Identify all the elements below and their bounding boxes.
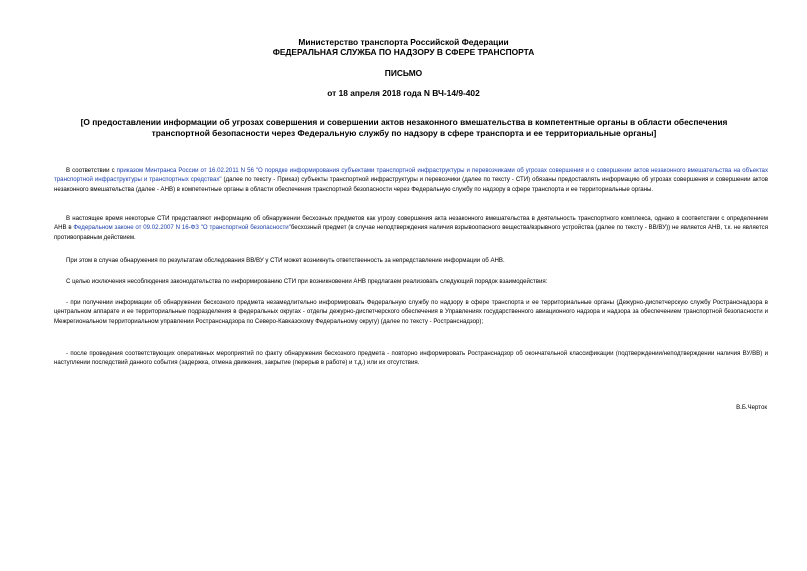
document-type: ПИСЬМО <box>384 68 423 78</box>
order-link[interactable]: приказом Минтранса России от 16.02.2011 N 56 "О порядке информирования субъектами транспортной инфраструктуры и перевозчиками об угрозах совершения и о совершении актов незаконного вмешательства на объектах транспортной инфраструктуры и транспортных средствах" <box>54 167 768 184</box>
paragraph-4 <box>54 277 768 286</box>
paragraph-2 <box>54 214 768 242</box>
paragraph-3-text: При этом в случае обнаружения по результатам обследования ВВ/ВУ у СТИ может возникнуть ответственность за непредставление информации об АНВ. <box>66 257 505 264</box>
paragraph-1-text-start: В соответствии с <box>66 167 117 174</box>
paragraph-2-text-end: бесхозный предмет (в случае неподтверждения наличия взрывоопасного вещества/взрывного устройства (далее по тексту - ВВ/ВУ)) не является АНВ, т.к. не является противоправным действием. <box>54 224 769 241</box>
paragraph-6-text: - после проведения соответствующих оперативных мероприятий по факту обнаружения бесхозного предмета - повторно информировать Ространснадзор об окончательной классификации (подтверждении/неподтверждении наличия ВУ/ВВ) и наступлении последствий данного события (задержка, отмена движения, закрытие (перерыв в работе) и т.д.) или их отсутствия. <box>54 350 768 367</box>
paragraph-1-text-end: (далее по тексту - Приказ) субъекты транспортной инфраструктуры и перевозчики (далее по тексту - СТИ) обязаны предоставлять информацию об угрозах совершения и совершении актов незаконного вмешательства (далее - АНВ) в компетентные органы в области обеспечения транспортной безопасности через Федеральную службу по надзору в сфере транспорта и ее территориальные органы. <box>54 176 768 193</box>
paragraph-4-text: С целью исключения несоблюдения законодательства по информированию СТИ при возникновении АНВ предлагаем реализовать следующий порядок взаимодействия: <box>66 278 548 285</box>
paragraph-2-text-start: В настоящее время некоторые СТИ представляют информацию об обнаружении бесхозных предметов как угрозу совершения акта незаконного вмешательства в деятельность транспортного комплекса, однако в соответствии с определением АНВ в <box>54 215 768 232</box>
paragraph-1 <box>54 166 768 194</box>
federal-law-link[interactable]: Федеральном законе от 09.02.2007 N 16-ФЗ "О транспортной безопасности" <box>73 224 291 232</box>
paragraph-6 <box>54 349 768 368</box>
service-title: ФЕДЕРАЛЬНАЯ СЛУЖБА ПО НАДЗОРУ В СФЕРЕ ТРАНСПОРТА <box>272 47 535 57</box>
paragraph-3 <box>54 256 768 265</box>
document-subject: [О предоставлении информации об угрозах совершения и совершении актов незаконного вмешательства в компетентные органы в области обеспечения транспортной безопасности через Федеральную службу по надзору в сфере транспорта и ее территориальные органы] <box>80 117 728 138</box>
paragraph-5 <box>54 298 768 326</box>
ministry-title: Министерство транспорта Российской Федерации <box>298 37 509 47</box>
signature: В.Б.Черток <box>736 404 767 411</box>
document-date-number: от 18 апреля 2018 года N ВЧ-14/9-402 <box>327 88 480 98</box>
paragraph-5-text: - при получении информации об обнаружении бесхозного предмета незамедлительно информировать Федеральную службу по надзору в сфере транспорта и ее территориальные органы (Дежурно-диспетчерскую службу Ространснадзора в центральном аппарате и ее территориальные подразделения в федеральных округах - отделы дежурно-диспетчерского обеспечения в Управлениях государственного авиационного надзора и надзора за обеспечением транспортной безопасности и Межрегиональном территориальном управлении Ространснадзора по Северо-Кавказскому Федеральному округу) (далее по тексту - Ространснадзор); <box>54 299 768 325</box>
